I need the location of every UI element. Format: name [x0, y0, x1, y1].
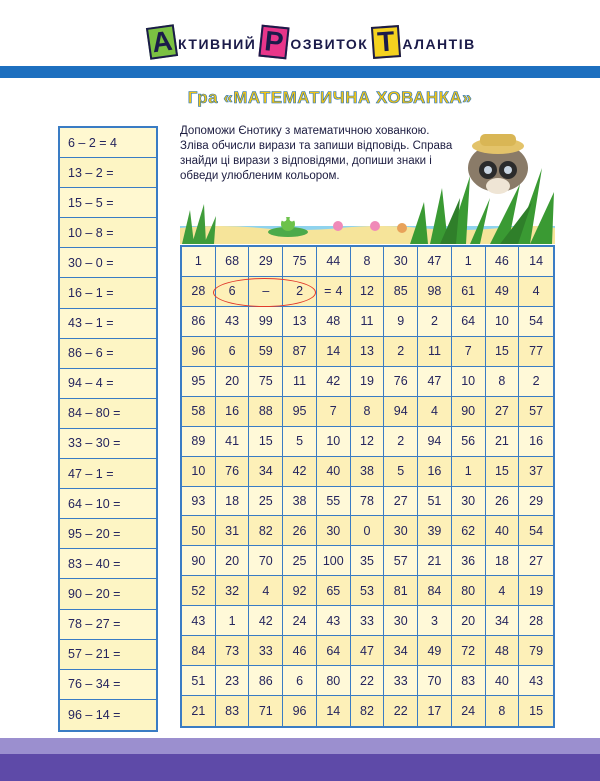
grid-cell[interactable]: 98 — [418, 277, 452, 307]
grid-cell[interactable]: 39 — [418, 516, 452, 546]
grid-cell[interactable]: 43 — [182, 606, 216, 636]
grid-cell[interactable]: 13 — [283, 307, 317, 337]
expression-item[interactable]: 10 – 8 = — [60, 218, 156, 248]
grid-cell[interactable]: 42 — [317, 367, 351, 397]
grid-cell[interactable]: 85 — [384, 277, 418, 307]
grid-cell[interactable]: 94 — [384, 397, 418, 427]
expression-item[interactable]: 30 – 0 = — [60, 248, 156, 278]
grid-cell[interactable]: 49 — [486, 277, 520, 307]
grid-cell[interactable]: 44 — [317, 247, 351, 277]
grid-cell[interactable]: 26 — [486, 487, 520, 517]
grid-cell[interactable]: 36 — [452, 546, 486, 576]
grid-cell[interactable]: 4 — [418, 397, 452, 427]
grid-cell[interactable]: 34 — [486, 606, 520, 636]
expression-item[interactable]: 16 – 1 = — [60, 278, 156, 308]
grid-cell[interactable]: 96 — [182, 337, 216, 367]
logo-letter-a: А — [146, 24, 178, 60]
grid-cell[interactable]: 25 — [249, 487, 283, 517]
grid-cell[interactable]: 16 — [418, 457, 452, 487]
expression-item[interactable]: 57 – 21 = — [60, 640, 156, 670]
grid-cell[interactable]: 24 — [283, 606, 317, 636]
grid-cell[interactable]: 14 — [519, 247, 553, 277]
grid-cell[interactable]: 16 — [519, 427, 553, 457]
grid-cell[interactable]: 93 — [182, 487, 216, 517]
grid-cell[interactable]: 5 — [384, 457, 418, 487]
grid-cell[interactable]: 54 — [519, 516, 553, 546]
grid-cell[interactable]: 30 — [384, 247, 418, 277]
grid-cell[interactable]: 38 — [351, 457, 385, 487]
logo-word-3: АЛАНТІВ — [402, 36, 476, 52]
grid-cell[interactable]: 0 — [351, 516, 385, 546]
header-divider — [0, 66, 600, 78]
grid-cell[interactable]: 30 — [452, 487, 486, 517]
logo-letter-t: Т — [371, 25, 401, 59]
grid-cell[interactable]: 70 — [249, 546, 283, 576]
grid-cell[interactable]: 84 — [182, 636, 216, 666]
grid-cell[interactable]: 80 — [317, 666, 351, 696]
grid-cell[interactable]: 43 — [216, 307, 250, 337]
grid-cell[interactable]: 14 — [317, 337, 351, 367]
grid-cell[interactable]: 18 — [216, 487, 250, 517]
grid-cell[interactable]: 20 — [216, 546, 250, 576]
grid-cell[interactable]: 56 — [452, 427, 486, 457]
grid-cell[interactable]: 71 — [249, 696, 283, 726]
grid-cell[interactable]: 21 — [418, 546, 452, 576]
grid-cell[interactable]: = 4 — [317, 277, 351, 307]
grid-cell[interactable]: 25 — [283, 546, 317, 576]
grid-cell[interactable]: 15 — [249, 427, 283, 457]
grid-cell[interactable]: 10 — [486, 307, 520, 337]
grid-cell[interactable]: 37 — [519, 457, 553, 487]
grid-cell[interactable]: 59 — [249, 337, 283, 367]
grid-cell[interactable]: 95 — [182, 367, 216, 397]
instruction-text: Допоможи Єнотику з математичною хованкою. Зліва обчисли вирази та запиши відповідь. Справа знайди ці вирази з відповідями, допиши знаки і обведи улюбленим кольором. — [180, 125, 453, 182]
grid-cell[interactable]: 22 — [351, 666, 385, 696]
grid-cell[interactable]: 30 — [384, 516, 418, 546]
grid-cell[interactable]: 6 — [216, 337, 250, 367]
grid-cell[interactable]: 75 — [249, 367, 283, 397]
expression-item[interactable]: 33 – 30 = — [60, 429, 156, 459]
grid-cell[interactable]: 28 — [182, 277, 216, 307]
expression-item[interactable]: 94 – 4 = — [60, 369, 156, 399]
grid-cell[interactable]: 8 — [486, 696, 520, 726]
grid-cell[interactable]: 46 — [486, 247, 520, 277]
grid-cell[interactable]: 42 — [283, 457, 317, 487]
grid-cell[interactable]: 82 — [249, 516, 283, 546]
grid-cell[interactable]: 20 — [452, 606, 486, 636]
grid-cell[interactable]: 94 — [418, 427, 452, 457]
page-title: Гра «МАТЕМАТИЧНА ХОВАНКА» — [187, 88, 473, 107]
grid-cell[interactable]: 6 — [216, 277, 250, 307]
grid-cell[interactable]: 21 — [486, 427, 520, 457]
grid-cell[interactable]: 48 — [486, 636, 520, 666]
grid-cell[interactable]: 38 — [283, 487, 317, 517]
grid-cell[interactable]: 57 — [384, 546, 418, 576]
grid-cell[interactable]: 61 — [452, 277, 486, 307]
grid-cell[interactable]: 6 — [283, 666, 317, 696]
grid-cell[interactable]: – — [249, 277, 283, 307]
grid-cell[interactable]: 4 — [249, 576, 283, 606]
grid-cell[interactable]: 50 — [182, 516, 216, 546]
grid-cell[interactable]: 40 — [317, 457, 351, 487]
grid-cell[interactable]: 88 — [249, 397, 283, 427]
expression-item[interactable]: 76 – 34 = — [60, 670, 156, 700]
grid-cell[interactable]: 79 — [519, 636, 553, 666]
grid-cell[interactable]: 43 — [519, 666, 553, 696]
logo-word-2: ОЗВИТОК — [290, 36, 369, 52]
grid-cell[interactable]: 96 — [283, 696, 317, 726]
grid-cell[interactable]: 1 — [182, 247, 216, 277]
expression-item[interactable]: 95 – 20 = — [60, 519, 156, 549]
grid-cell[interactable]: 3 — [418, 606, 452, 636]
grid-cell[interactable]: 30 — [384, 606, 418, 636]
grid-cell[interactable]: 14 — [317, 696, 351, 726]
expression-item[interactable]: 43 – 1 = — [60, 309, 156, 339]
grid-cell[interactable]: 80 — [452, 576, 486, 606]
grid-cell[interactable]: 2 — [283, 277, 317, 307]
grid-cell[interactable]: 34 — [249, 457, 283, 487]
grid-cell[interactable]: 8 — [351, 397, 385, 427]
grid-cell[interactable]: 47 — [351, 636, 385, 666]
expression-item[interactable]: 13 – 2 = — [60, 158, 156, 188]
grid-cell[interactable]: 17 — [418, 696, 452, 726]
grid-cell[interactable]: 75 — [283, 247, 317, 277]
grid-cell[interactable]: 10 — [452, 367, 486, 397]
grid-cell[interactable]: 51 — [418, 487, 452, 517]
grid-cell[interactable]: 58 — [182, 397, 216, 427]
grid-cell[interactable]: 13 — [351, 337, 385, 367]
grid-cell[interactable]: 1 — [216, 606, 250, 636]
grid-cell[interactable]: 76 — [216, 457, 250, 487]
expression-list — [58, 126, 158, 732]
grid-cell[interactable]: 26 — [283, 516, 317, 546]
grid-cell[interactable]: 33 — [384, 666, 418, 696]
grid-cell[interactable]: 15 — [486, 457, 520, 487]
grid-cell[interactable]: 100 — [317, 546, 351, 576]
logo-letter-r: Р — [259, 25, 290, 60]
grid-cell[interactable]: 55 — [317, 487, 351, 517]
grid-cell[interactable]: 2 — [384, 337, 418, 367]
grid-cell[interactable]: 47 — [418, 367, 452, 397]
grid-cell[interactable]: 19 — [351, 367, 385, 397]
logo-word-1: КТИВНИЙ — [178, 36, 257, 52]
expression-item[interactable]: 83 – 40 = — [60, 549, 156, 579]
grid-cell[interactable]: 27 — [384, 487, 418, 517]
expression-item[interactable]: 96 – 14 = — [60, 700, 156, 730]
grid-cell[interactable]: 19 — [519, 576, 553, 606]
logo — [148, 14, 480, 58]
grid-cell[interactable]: 40 — [486, 516, 520, 546]
grid-cell[interactable]: 78 — [351, 487, 385, 517]
grid-cell[interactable]: 32 — [216, 576, 250, 606]
grid-cell[interactable]: 28 — [519, 606, 553, 636]
grid-cell[interactable]: 40 — [486, 666, 520, 696]
expression-item[interactable]: 78 – 27 = — [60, 610, 156, 640]
grid-cell[interactable]: 48 — [317, 307, 351, 337]
grid-cell[interactable]: 84 — [418, 576, 452, 606]
grid-cell[interactable]: 1 — [452, 247, 486, 277]
grid-cell[interactable]: 15 — [486, 337, 520, 367]
grid-cell[interactable]: 7 — [452, 337, 486, 367]
grid-cell[interactable]: 29 — [519, 487, 553, 517]
grid-cell[interactable]: 76 — [384, 367, 418, 397]
grid-cell[interactable]: 20 — [216, 367, 250, 397]
grid-cell[interactable]: 23 — [216, 666, 250, 696]
grid-cell[interactable]: 90 — [182, 546, 216, 576]
grid-cell[interactable]: 64 — [452, 307, 486, 337]
grid-cell[interactable]: 65 — [317, 576, 351, 606]
grid-cell[interactable]: 8 — [486, 367, 520, 397]
grid-cell[interactable]: 11 — [351, 307, 385, 337]
grid-cell[interactable]: 70 — [418, 666, 452, 696]
grid-cell[interactable]: 22 — [384, 696, 418, 726]
grid-cell[interactable]: 15 — [519, 696, 553, 726]
grid-cell[interactable]: 82 — [351, 696, 385, 726]
footer-bar-dark — [0, 754, 600, 781]
grid-cell[interactable]: 86 — [182, 307, 216, 337]
grid-cell[interactable]: 43 — [317, 606, 351, 636]
grid-cell[interactable]: 4 — [519, 277, 553, 307]
grid-cell[interactable]: 90 — [452, 397, 486, 427]
grid-cell[interactable]: 10 — [317, 427, 351, 457]
grid-cell[interactable]: 34 — [384, 636, 418, 666]
grid-cell[interactable]: 92 — [283, 576, 317, 606]
grid-cell[interactable]: 16 — [216, 397, 250, 427]
grid-cell[interactable]: 46 — [283, 636, 317, 666]
grid-cell[interactable]: 72 — [452, 636, 486, 666]
grid-cell[interactable]: 12 — [351, 277, 385, 307]
grid-cell[interactable]: 33 — [249, 636, 283, 666]
grid-cell[interactable]: 53 — [351, 576, 385, 606]
grid-cell[interactable]: 99 — [249, 307, 283, 337]
grid-cell[interactable]: 52 — [182, 576, 216, 606]
grid-cell[interactable]: 42 — [249, 606, 283, 636]
grid-cell[interactable]: 2 — [418, 307, 452, 337]
grid-cell[interactable]: 27 — [486, 397, 520, 427]
grid-cell[interactable]: 18 — [486, 546, 520, 576]
grid-cell[interactable]: 83 — [216, 696, 250, 726]
expression-item[interactable]: 6 – 2 = 4 — [60, 128, 156, 158]
grid-cell[interactable]: 81 — [384, 576, 418, 606]
grid-cell[interactable]: 35 — [351, 546, 385, 576]
grid-cell[interactable]: 4 — [486, 576, 520, 606]
grid-cell[interactable]: 27 — [519, 546, 553, 576]
grid-cell[interactable]: 33 — [351, 606, 385, 636]
grid-cell[interactable]: 30 — [317, 516, 351, 546]
grid-cell[interactable]: 9 — [384, 307, 418, 337]
grid-cell[interactable]: 8 — [351, 247, 385, 277]
grid-cell[interactable]: 54 — [519, 307, 553, 337]
expression-item[interactable]: 15 – 5 = — [60, 188, 156, 218]
grid-cell[interactable]: 87 — [283, 337, 317, 367]
grid-cell[interactable]: 73 — [216, 636, 250, 666]
grid-cell[interactable]: 77 — [519, 337, 553, 367]
grid-cell[interactable]: 11 — [283, 367, 317, 397]
expression-item[interactable]: 84 – 80 = — [60, 399, 156, 429]
expression-item[interactable]: 86 – 6 = — [60, 339, 156, 369]
grid-cell[interactable]: 24 — [452, 696, 486, 726]
grid-cell[interactable]: 49 — [418, 636, 452, 666]
grid-cell[interactable]: 11 — [418, 337, 452, 367]
grid-cell[interactable]: 1 — [452, 457, 486, 487]
grid-cell[interactable]: 2 — [519, 367, 553, 397]
expression-item[interactable]: 64 – 10 = — [60, 489, 156, 519]
expression-item[interactable]: 47 – 1 = — [60, 459, 156, 489]
grid-cell[interactable]: 62 — [452, 516, 486, 546]
grid-cell[interactable]: 29 — [249, 247, 283, 277]
expression-item[interactable]: 90 – 20 = — [60, 579, 156, 609]
grid-cell[interactable]: 10 — [182, 457, 216, 487]
grid-cell[interactable]: 89 — [182, 427, 216, 457]
grid-cell[interactable]: 83 — [452, 666, 486, 696]
grid-cell[interactable]: 2 — [384, 427, 418, 457]
grid-cell[interactable]: 47 — [418, 247, 452, 277]
grid-cell[interactable]: 86 — [249, 666, 283, 696]
grid-cell[interactable]: 31 — [216, 516, 250, 546]
grid-cell[interactable]: 5 — [283, 427, 317, 457]
grid-cell[interactable]: 41 — [216, 427, 250, 457]
footer-bar-light — [0, 738, 600, 754]
number-grid — [180, 245, 555, 728]
grid-cell[interactable]: 68 — [216, 247, 250, 277]
grid-cell[interactable]: 95 — [283, 397, 317, 427]
grid-cell[interactable]: 64 — [317, 636, 351, 666]
grid-cell[interactable]: 21 — [182, 696, 216, 726]
grid-cell[interactable]: 51 — [182, 666, 216, 696]
grid-cell[interactable]: 57 — [519, 397, 553, 427]
grid-cell[interactable]: 7 — [317, 397, 351, 427]
grid-cell[interactable]: 12 — [351, 427, 385, 457]
